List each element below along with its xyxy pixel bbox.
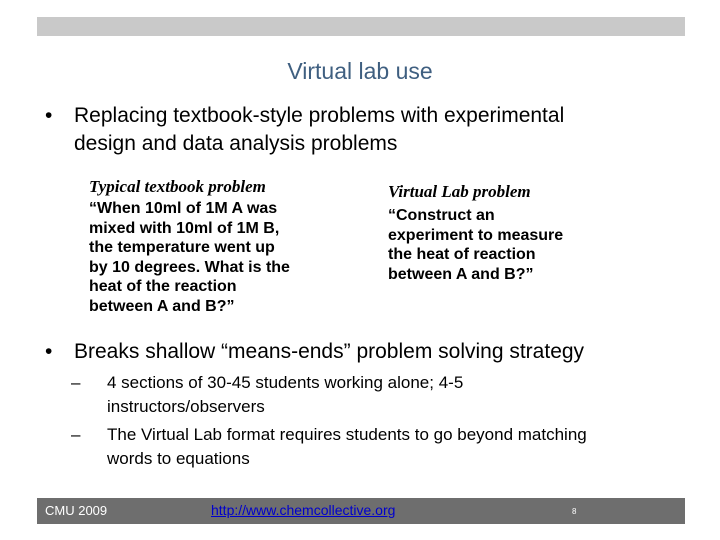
textbook-problem-heading: Typical textbook problem: [89, 177, 266, 196]
bullet-text: Breaks shallow “means-ends” problem solving strategy: [74, 340, 585, 363]
footer-label: CMU 2009: [45, 503, 108, 518]
sub-bullet-text: The Virtual Lab format requires students to go beyond matching words to equations: [107, 425, 587, 468]
page-number: 8: [572, 507, 577, 516]
bullet-line: Replacing textbook-style problems with experimental: [74, 104, 565, 127]
sub-bullet-format: [71, 423, 587, 495]
chemcollective-link[interactable]: http://www.chemcollective.org: [211, 502, 396, 518]
textbook-problem: [89, 177, 290, 316]
bullet-marker: •: [45, 104, 53, 127]
footer-bar: [37, 498, 685, 524]
virtual-lab-problem-text: “Construct an experiment to measure the heat of reaction between A and B?”: [388, 207, 564, 283]
bullet-text: [74, 102, 564, 158]
slide-title: Virtual lab use: [287, 58, 433, 84]
textbook-problem-text: “When 10ml of 1M A was mixed with 10ml of 1M B, the temperature went up by 10 degrees. What is the heat of the reaction between A and B?”: [89, 200, 290, 315]
sub-bullet-marker: –: [71, 425, 81, 444]
bullet-marker: •: [45, 340, 53, 363]
sub-bullet-text: 4 sections of 30-45 students working alone; 4-5 instructors/observers: [107, 373, 464, 416]
virtual-lab-problem-heading: Virtual Lab problem: [388, 182, 531, 201]
virtual-lab-problem: [388, 182, 563, 284]
bullet-line: design and data analysis problems: [74, 132, 398, 155]
sub-bullet-marker: –: [71, 373, 81, 392]
header-bar: [37, 17, 685, 36]
